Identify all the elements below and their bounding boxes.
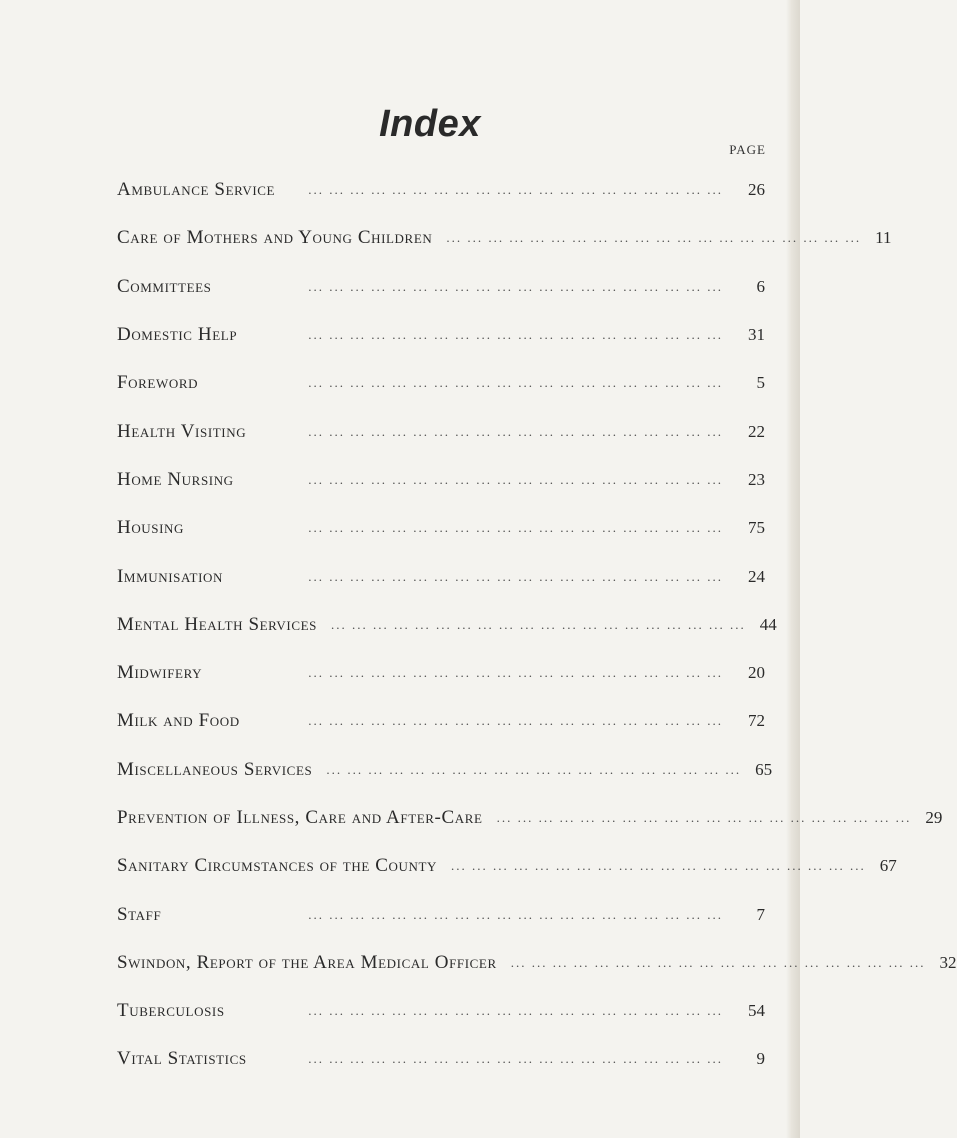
index-entry bbox=[117, 263, 765, 311]
entry-leader: ... ... ... ... ... ... ... ... ... ... ... ... ... ... ... ... ... ... ... ... bbox=[308, 713, 723, 729]
entry-page: 22 bbox=[748, 421, 765, 441]
entry-leader: ... ... ... ... ... ... ... ... ... ... ... ... ... ... ... ... ... ... ... ... bbox=[446, 230, 862, 246]
entry-leader: ... ... ... ... ... ... ... ... ... ... ... ... ... ... ... ... ... ... ... ... bbox=[308, 665, 723, 681]
entry-title: Swindon, Report of the Area Medical Officer bbox=[117, 951, 497, 973]
entry-title: Housing bbox=[117, 517, 185, 539]
entry-leader: ... ... ... ... ... ... ... ... ... ... ... ... ... ... ... ... ... ... ... ... bbox=[308, 423, 723, 439]
entry-leader: ... ... ... ... ... ... ... ... ... ... ... ... ... ... ... ... ... ... ... ... bbox=[451, 858, 866, 874]
entry-leader: ... ... ... ... ... ... ... ... ... ... ... ... ... ... ... ... ... ... ... ... bbox=[308, 471, 723, 487]
entry-leader: ... ... ... ... ... ... ... ... ... ... ... ... ... ... ... ... ... ... ... ... bbox=[308, 375, 723, 391]
index-entry bbox=[117, 890, 765, 938]
entry-page: 24 bbox=[748, 566, 765, 586]
entry-title: Staff bbox=[117, 903, 162, 925]
entry-page: 54 bbox=[748, 1001, 765, 1021]
index-entry bbox=[117, 456, 765, 504]
index-entry bbox=[117, 407, 765, 455]
index-entry bbox=[117, 939, 957, 987]
entry-leader: ... ... ... ... ... ... ... ... ... ... ... ... ... ... ... ... ... ... ... ... bbox=[326, 761, 742, 777]
entry-page: 72 bbox=[748, 711, 765, 731]
entry-page: 65 bbox=[755, 759, 773, 779]
entry-page: 6 bbox=[756, 276, 765, 296]
entry-leader: ... ... ... ... ... ... ... ... ... ... ... ... ... ... ... ... ... ... ... ... bbox=[510, 954, 926, 970]
entry-page: 26 bbox=[748, 180, 765, 200]
index-entry bbox=[117, 214, 892, 262]
entry-title: Ambulance Service bbox=[117, 179, 276, 201]
entry-page: 29 bbox=[925, 808, 943, 827]
entry-title: Domestic Help bbox=[117, 324, 238, 346]
entry-page: 9 bbox=[756, 1049, 765, 1069]
entry-title: Home Nursing bbox=[117, 468, 234, 490]
index-entry bbox=[117, 359, 765, 407]
entry-page: 75 bbox=[748, 518, 765, 538]
entry-leader: ... ... ... ... ... ... ... ... ... ... ... ... ... ... ... ... ... ... ... ... bbox=[308, 520, 723, 536]
index-entry bbox=[117, 649, 765, 697]
index-entry bbox=[117, 697, 765, 745]
page-column-label: PAGE bbox=[729, 142, 766, 157]
page-title: Index bbox=[379, 103, 481, 146]
entry-leader: ... ... ... ... ... ... ... ... ... ... ... ... ... ... ... ... ... ... ... ... bbox=[308, 327, 723, 343]
entry-title: Milk and Food bbox=[117, 710, 240, 732]
index-entry bbox=[117, 166, 765, 214]
entry-title: Foreword bbox=[117, 372, 199, 394]
index-entry bbox=[117, 504, 765, 552]
index-list bbox=[117, 166, 957, 1084]
index-entry bbox=[117, 1035, 765, 1083]
index-entry bbox=[117, 842, 897, 890]
entry-leader: ... ... ... ... ... ... ... ... ... ... ... ... ... ... ... ... ... ... ... ... bbox=[308, 568, 723, 584]
entry-title: Committees bbox=[117, 275, 212, 297]
entry-page: 23 bbox=[748, 469, 765, 489]
entry-title: Sanitary Circumstances of the County bbox=[117, 855, 437, 877]
entry-title: Health Visiting bbox=[117, 420, 247, 442]
index-entry bbox=[117, 746, 773, 794]
entry-page: 7 bbox=[756, 904, 765, 924]
entry-title: Tuberculosis bbox=[117, 1000, 225, 1022]
entry-leader: ... ... ... ... ... ... ... ... ... ... ... ... ... ... ... ... ... ... ... ... bbox=[308, 1051, 723, 1067]
index-entry bbox=[117, 987, 765, 1035]
entry-title: Miscellaneous Services bbox=[117, 758, 313, 780]
entry-leader: ... ... ... ... ... ... ... ... ... ... ... ... ... ... ... ... ... ... ... ... bbox=[308, 1003, 723, 1019]
entry-title: Prevention of Illness, Care and After-Care bbox=[117, 807, 483, 828]
entry-page: 31 bbox=[748, 325, 765, 345]
entry-page: 11 bbox=[875, 228, 892, 248]
index-entry bbox=[117, 552, 765, 600]
entry-leader: ... ... ... ... ... ... ... ... ... ... ... ... ... ... ... ... ... ... ... ... bbox=[496, 810, 912, 825]
entry-leader: ... ... ... ... ... ... ... ... ... ... ... ... ... ... ... ... ... ... ... ... bbox=[330, 616, 746, 632]
entry-leader: ... ... ... ... ... ... ... ... ... ... ... ... ... ... ... ... ... ... ... ... bbox=[308, 278, 723, 294]
entry-title: Vital Statistics bbox=[117, 1048, 247, 1070]
index-entry bbox=[117, 794, 943, 842]
entry-leader: ... ... ... ... ... ... ... ... ... ... ... ... ... ... ... ... ... ... ... ... bbox=[308, 906, 723, 922]
entry-page: 5 bbox=[756, 373, 765, 393]
entry-page: 67 bbox=[879, 856, 897, 876]
entry-title: Care of Mothers and Young Children bbox=[117, 227, 433, 249]
entry-title: Midwifery bbox=[117, 662, 203, 684]
entry-title: Mental Health Services bbox=[117, 613, 317, 635]
entry-leader: ... ... ... ... ... ... ... ... ... ... ... ... ... ... ... ... ... ... ... ... bbox=[308, 182, 723, 198]
entry-page: 32 bbox=[939, 952, 957, 972]
entry-title: Immunisation bbox=[117, 565, 223, 587]
entry-page: 20 bbox=[748, 663, 765, 683]
index-entry bbox=[117, 311, 765, 359]
entry-page: 44 bbox=[759, 614, 777, 634]
index-entry bbox=[117, 601, 777, 649]
